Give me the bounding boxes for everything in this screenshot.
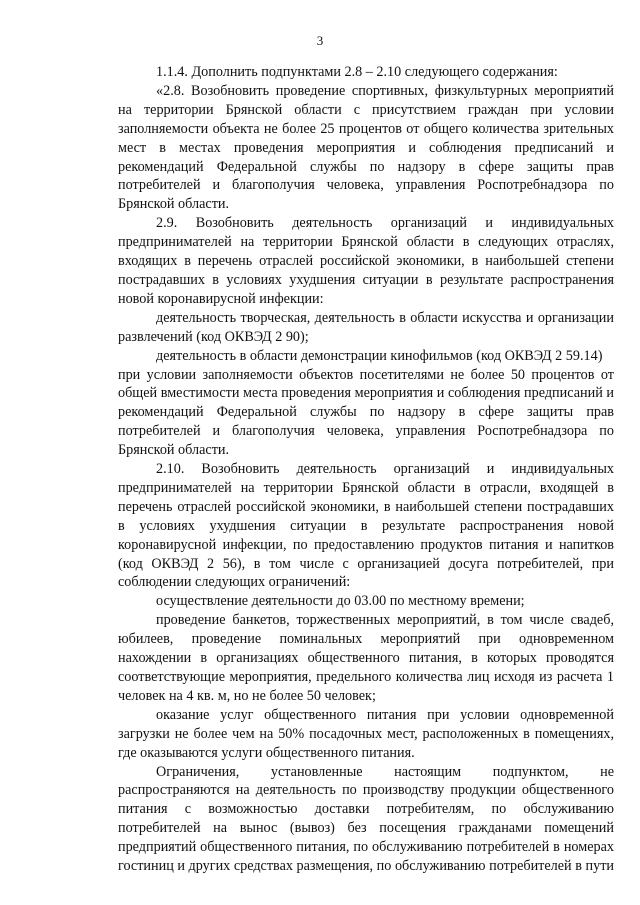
paragraph-activity-creative: деятельность творческая, деятельность в области искусства и организации развлечений (код ОКВЭД 2 90); — [118, 309, 614, 345]
paragraph-hours-limit: осуществление деятельности до 03.00 по местному времени; — [156, 593, 525, 610]
paragraph-seating-load: оказание услуг общественного питания при условии одновременной загрузки не более чем на 50% посадочных мест, расположенных в помещениях, где оказываются услуги общественного питания. — [118, 706, 614, 761]
page-number: 3 — [316, 33, 324, 48]
document-body — [118, 63, 614, 876]
paragraph-condition-occupancy: при условии заполняемости объектов посетителями не более 50 процентов от общей вместимости места проведения мероприятия и соблюдения предписаний и рекомендаций Федеральной службы по надзору в сфере защиты прав потребителей и благополучия человека, управления Роспотребнадзора по Брянской области. — [118, 366, 614, 459]
paragraph-2-9: 2.9. Возобновить деятельность организаций и индивидуальных предпринимателей на территории Брянской области в следующих отраслях, входящих в перечень отраслей российской экономики, в наибольшей степени пострадавших в условиях ухудшения ситуации в результате распространения новой коронавирусной инфекции: — [118, 215, 614, 307]
paragraph-1-1-4: 1.1.4. Дополнить подпунктами 2.8 – 2.10 следующего содержания: — [156, 64, 558, 80]
paragraph-2-8: «2.8. Возобновить проведение спортивных, физкультурных мероприятий на территории Брянской области с присутствием граждан при условии заполняемости объекта не более 25 процентов от общего количества зрительных мест в местах проведения мероприятия и соблюдения предписаний и рекомендаций Федеральной службы по надзору в сфере защиты прав потребителей и благополучия человека, управления Роспотребнадзора по Брянской области. — [118, 82, 614, 213]
paragraph-2-10: 2.10. Возобновить деятельность организаций и индивидуальных предпринимателей на территории Брянской области в отрасли, входящей в перечень отраслей российской экономики, в наибольшей степени пострадавших в условиях ухудшения ситуации в результате распространения новой коронавирусной инфекции, по предоставлению продуктов питания и напитков (код ОКВЭД 2 56), в том числе с организацией досуга потребителей, при соблюдении следующих ограничений: — [118, 461, 614, 591]
paragraph-banquets: проведение банкетов, торжественных мероприятий, в том числе свадеб, юбилеев, проведение поминальных мероприятий при одновременном нахождении в организациях общественного питания, в которых проводятся соответствующие мероприятия, предельного количества лиц исходя из расчета 1 человек на 4 кв. м, но не более 50 человек; — [118, 612, 614, 704]
paragraph-activity-cinema: деятельность в области демонстрации кинофильмов (код ОКВЭД 2 59.14) — [156, 347, 603, 364]
paragraph-exemptions: Ограничения, установленные настоящим подпунктом, не распространяются на деятельность по производству продукции общественного питания с возможностью доставки потребителям, по обслуживанию потребителей на вынос (вывоз) без посещения гражданами помещений предприятий общественного питания, по обслуживанию потребителей в номерах гостиниц и других средствах размещения, по обслуживанию потребителей в пути — [118, 763, 614, 875]
